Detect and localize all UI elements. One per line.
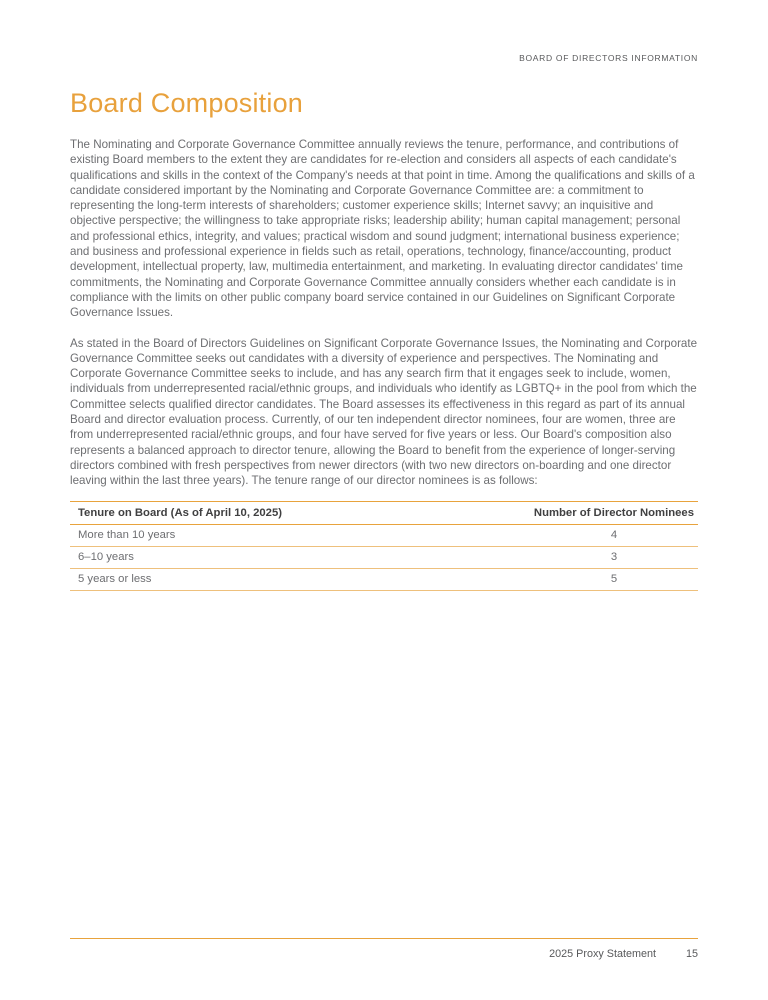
tenure-column-header: Tenure on Board (As of April 10, 2025) bbox=[70, 501, 526, 524]
tenure-range-cell: More than 10 years bbox=[70, 524, 526, 546]
paragraph-board-composition-2: As stated in the Board of Directors Guidelines on Significant Corporate Governance Issues, the Nominating and Corporate Governance Committee seeks out candidates with a diversity of experience and perspectives. The Nominating and Corporate Governance Committee seeks to include, and has any search firm that it engages seek to include, women, individuals from underrepresented racial/ethnic groups, and individuals who identify as LGBTQ+ in the pool from which the Committee selects qualified director candidates. The Board assesses its effectiveness in this regard as part of its annual Board and director evaluation process. Currently, of our ten independent director nominees, four are women, three are from underrepresented racial/ethnic groups, and four have served for five years or less. Our Board's composition also represents a balanced approach to director tenure, allowing the Board to benefit from the experience of longer-serving directors combined with fresh perspectives from newer directors (with two new directors on-boarding and one director leaving within the last three years). The tenure range of our director nominees is as follows: bbox=[70, 336, 698, 488]
tenure-table-head bbox=[70, 501, 698, 524]
table-row bbox=[70, 568, 698, 590]
nominee-count-cell: 3 bbox=[526, 546, 698, 568]
footer-page-number: 15 bbox=[685, 948, 698, 960]
footer-text bbox=[70, 948, 698, 960]
tenure-table-header-row bbox=[70, 501, 698, 524]
page-title: Board Composition bbox=[70, 88, 304, 118]
tenure-table bbox=[70, 501, 698, 591]
nominees-column-header: Number of Director Nominees bbox=[526, 501, 698, 524]
footer-divider bbox=[70, 938, 698, 939]
tenure-range-cell: 5 years or less bbox=[70, 568, 526, 590]
paragraph-board-composition-1: The Nominating and Corporate Governance Committee annually reviews the tenure, performance, and contributions of existing Board members to the extent they are candidates for re-election and considers all aspects of each candidate's qualifications and skills in the context of the Company's needs at that point in time. Among the qualifications and skills of a candidate considered important by the Nominating and Corporate Governance Committee are: a commitment to representing the long-term interests of shareholders; customer experience skills; Internet savvy; an inquisitive and objective perspective; the willingness to take appropriate risks; leadership ability; human capital management; personal and professional ethics, integrity, and values; practical wisdom and sound judgment; international business experience; and business and professional experience in fields such as retail, operations, technology, finance/accounting, product development, intellectual property, law, multimedia entertainment, and marketing. In evaluating director candidates' time commitments, the Nominating and Corporate Governance Committee annually considers whether each candidate is in compliance with the limits on other public company board service contained in our Guidelines on Significant Corporate Governance Issues. bbox=[70, 138, 695, 320]
footer-document-label: 2025 Proxy Statement bbox=[549, 948, 656, 960]
nominee-count-cell: 5 bbox=[526, 568, 698, 590]
running-header: BOARD OF DIRECTORS INFORMATION bbox=[519, 53, 698, 63]
nominee-count-cell: 4 bbox=[526, 524, 698, 546]
tenure-table-body bbox=[70, 524, 698, 590]
tenure-range-cell: 6–10 years bbox=[70, 546, 526, 568]
table-row bbox=[70, 546, 698, 568]
table-row bbox=[70, 524, 698, 546]
page-footer bbox=[70, 938, 698, 960]
